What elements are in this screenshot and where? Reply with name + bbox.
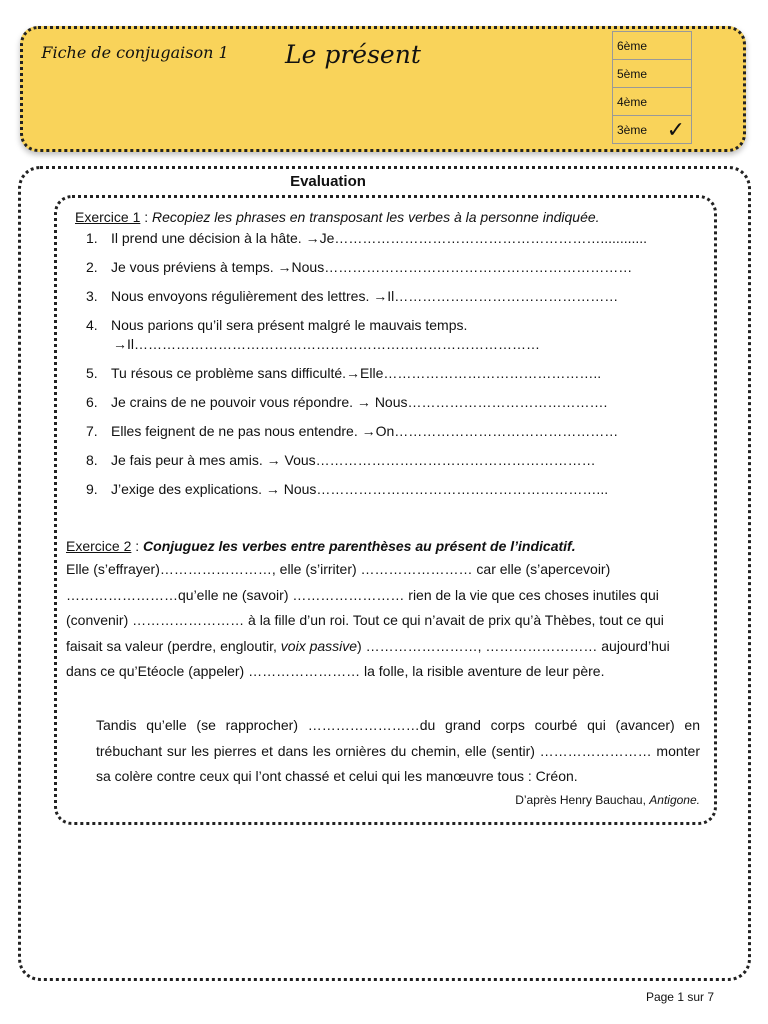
exercise2-instruction: Conjuguez les verbes entre parenthèses au présent de l’indicatif. <box>143 538 576 554</box>
list-item <box>86 480 686 499</box>
quote-source <box>515 793 700 807</box>
level-6eme: 6ème <box>613 32 692 60</box>
evaluation-title: Evaluation <box>290 173 366 190</box>
item-text: Nous parions qu’il sera présent malgré le mauvais temps. <box>111 317 468 333</box>
list-item <box>86 316 686 354</box>
item-number: 2. <box>86 259 98 275</box>
item-number: 9. <box>86 481 98 497</box>
exercise2-label: Exercice 2 <box>66 538 132 554</box>
level-3eme-label: 3ème <box>617 122 648 137</box>
item-text: J’exige des explications. → Nous……………………………………………………... <box>111 481 609 497</box>
level-5eme: 5ème <box>613 60 692 88</box>
list-item <box>86 393 686 412</box>
exercise1-instruction: Recopiez les phrases en transposant les verbes à la personne indiquée. <box>152 209 600 225</box>
item-text: Je crains de ne pouvoir vous répondre. → Nous……………………………………. <box>111 394 608 410</box>
item-text: Il prend une décision à la hâte. →Je…………………………………………………............ <box>111 230 648 246</box>
item-number: 1. <box>86 230 98 246</box>
item-text: Je vous préviens à temps. →Nous………………………………………………………… <box>111 259 633 275</box>
list-item <box>86 364 686 383</box>
item-number: 7. <box>86 423 98 439</box>
item-number: 3. <box>86 288 98 304</box>
exercise2-separator: : <box>131 538 144 554</box>
exercise2-quote: Tandis qu’elle (se rapprocher) ……………………du grand corps courbé qui (avancer) en trébuchant sur les pierres et dans les ornières du chemin, elle (sentir) …………………… monter sa colère contre ceux qui l’ont chassé et celui qui les manœuvre tous : Créon. <box>96 717 700 784</box>
list-item <box>86 422 686 441</box>
page-title: Le présent <box>285 40 421 69</box>
exercise2-paragraph <box>66 557 700 685</box>
level-table <box>612 31 692 144</box>
exercise1-heading <box>75 209 600 225</box>
source-title: Antigone. <box>649 793 700 807</box>
level-3eme <box>613 116 692 144</box>
item-number: 4. <box>86 317 98 333</box>
exercise2-heading <box>66 538 576 554</box>
list-item <box>86 451 686 470</box>
paragraph-part: Elle (s’effrayer)……………………, elle (s’irriter) …………………… car elle (s’apercevoir) ……………………qu’elle ne (savoir) …………………… rien de la vie que ces choses inutiles qui (convenir) …………………… à la fille d’un roi. Tout ce qui n’avait de prix qu’à Thèbes, tout ce qui faisait sa valeur (perdre, engloutir, <box>66 561 664 654</box>
exercise1-separator: : <box>140 209 153 225</box>
item-number: 8. <box>86 452 98 468</box>
paragraph-italic: voix passive <box>280 637 358 654</box>
level-4eme: 4ème <box>613 88 692 116</box>
fiche-title: Fiche de conjugaison 1 <box>41 43 229 62</box>
item-continuation: →Il…………………………………………………………………………… <box>113 336 540 352</box>
source-author: D’après Henry Bauchau, <box>515 793 650 807</box>
page-number: Page 1 sur 7 <box>645 990 714 1004</box>
list-item <box>86 287 686 306</box>
checkmark-icon: ✓ <box>666 117 685 142</box>
item-text: Elles feignent de ne pas nous entendre. →On………………………………………… <box>111 423 619 439</box>
exercise1-label: Exercice 1 <box>75 209 141 225</box>
item-text: Je fais peur à mes amis. → Vous…………………………………………………… <box>111 452 596 468</box>
exercise1-list <box>86 229 686 509</box>
item-number: 6. <box>86 394 98 410</box>
item-text: Nous envoyons régulièrement des lettres. →Il………………………………………… <box>111 288 619 304</box>
paragraph-part: ) ……………………, …………………… aujourd’hui dans ce qu’Etéocle (appeler) …………………… la folle, la risible aventure de leur père. <box>66 637 670 679</box>
item-text: Tu résous ce problème sans difficulté.→Elle……………………………………….. <box>111 365 602 381</box>
item-number: 5. <box>86 365 98 381</box>
list-item <box>86 258 686 277</box>
list-item <box>86 229 686 248</box>
